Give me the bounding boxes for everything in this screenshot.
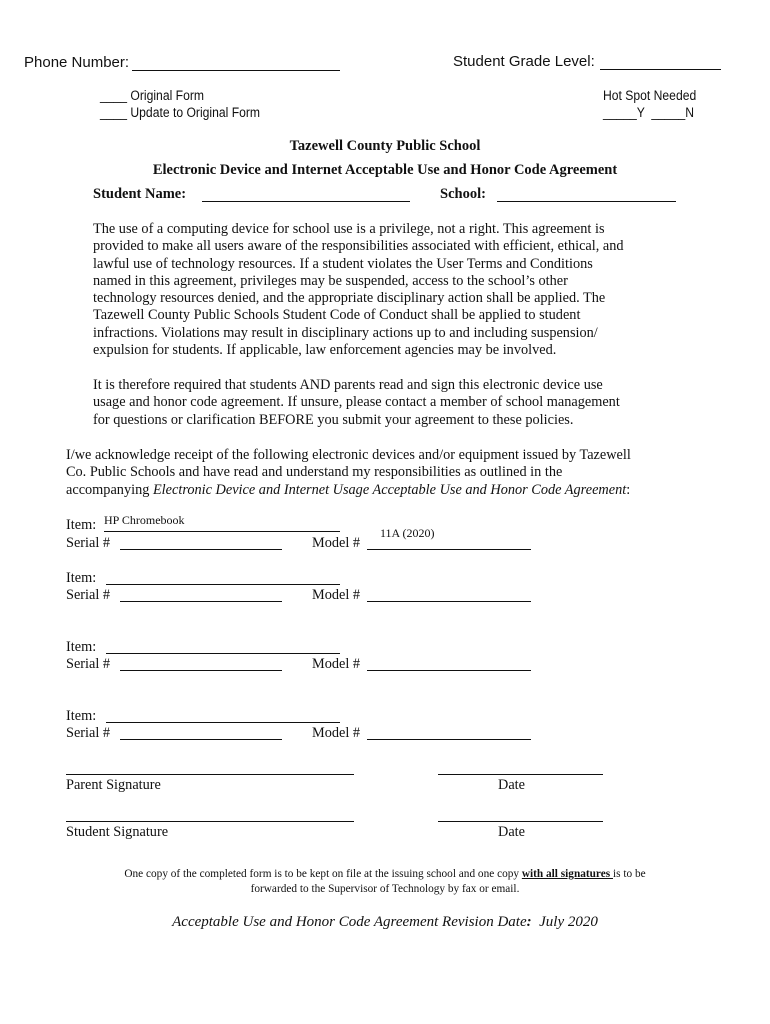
item-label: Item: <box>66 570 97 586</box>
model-label: Model # <box>312 725 361 741</box>
original-form-option[interactable]: ____ Original Form <box>100 88 205 103</box>
text-line: for questions or clarification BEFORE you submit your agreement to these policies. <box>93 411 574 428</box>
signatures-emphasis: with all signatures <box>521 868 613 880</box>
student-date-label: Date <box>498 824 525 840</box>
text-line: usage and honor code agreement. If unsure, please contact a member of school management <box>93 394 620 411</box>
text-fragment: One copy of the completed form is to be kept on file at the issuing school and one copy <box>124 868 522 880</box>
agreement-title: Electronic Device and Internet Acceptable Use and Honor Code Agreement <box>152 162 618 178</box>
parent-date-field[interactable] <box>438 774 603 775</box>
text-line: provided to make all users aware of the responsibilities associated with efficient, ethical, and <box>93 238 624 255</box>
student-signature-field[interactable] <box>66 821 354 822</box>
filing-note <box>0 867 770 897</box>
filing-note-line: forwarded to the Supervisor of Technology by fax or email. <box>250 883 520 895</box>
parent-signature-label: Parent Signature <box>66 777 161 793</box>
parent-date-label: Date <box>498 777 525 793</box>
revision-label: Acceptable Use and Honor Code Agreement Revision Date <box>172 914 527 930</box>
text-line: The use of a computing device for school use is a privilege, not a right. This agreement is <box>93 221 605 237</box>
revision-date <box>0 914 770 931</box>
phone-number-field[interactable] <box>132 70 340 71</box>
grade-level-field[interactable] <box>600 69 721 70</box>
text-line <box>66 482 706 499</box>
text-line: Co. Public Schools and have read and understand my responsibilities as outlined in the <box>66 464 563 481</box>
item-value: HP Chromebook <box>104 513 185 527</box>
model-label: Model # <box>312 535 361 551</box>
student-name-label: Student Name: <box>93 186 187 202</box>
model-value: 11A (2020) <box>380 526 435 540</box>
hotspot-label: Hot Spot Needed <box>603 88 697 103</box>
text-line: Tazewell County Public Schools Student Code of Conduct shall be applied to student <box>93 307 581 324</box>
text-line: expulsion for students. If applicable, law enforcement agencies may be involved. <box>93 342 557 359</box>
serial-field[interactable] <box>120 601 282 602</box>
item-label: Item: <box>66 517 97 533</box>
school-label: School: <box>440 186 486 202</box>
school-title: Tazewell County Public School <box>289 138 481 154</box>
item-field[interactable] <box>106 653 340 654</box>
requirement-paragraph <box>93 377 677 429</box>
agreement-title-reference: Electronic Device and Internet Usage Acceptable Use and Honor Code Agreement <box>152 481 627 498</box>
revision-colon: : <box>526 914 532 930</box>
text-fragment: : <box>626 481 631 498</box>
student-name-field[interactable] <box>202 201 410 202</box>
text-line: It is therefore required that students AND parents read and sign this electronic device use <box>93 377 603 393</box>
text-fragment: is to be <box>612 868 646 880</box>
item-field[interactable] <box>106 722 340 723</box>
filing-note-line <box>0 867 770 882</box>
item-field[interactable] <box>104 531 340 532</box>
text-line: lawful use of technology resources. If a student violates the User Terms and Conditions <box>93 255 593 272</box>
item-field[interactable] <box>106 584 340 585</box>
revision-value: July 2020 <box>539 914 598 930</box>
school-field[interactable] <box>497 201 676 202</box>
student-date-field[interactable] <box>438 821 603 822</box>
text-fragment: accompanying <box>66 481 153 498</box>
serial-label: Serial # <box>66 656 111 672</box>
serial-field[interactable] <box>120 670 282 671</box>
model-label: Model # <box>312 656 361 672</box>
item-label: Item: <box>66 708 97 724</box>
serial-label: Serial # <box>66 535 111 551</box>
student-signature-label: Student Signature <box>66 824 169 840</box>
model-label: Model # <box>312 587 361 603</box>
parent-signature-field[interactable] <box>66 774 354 775</box>
model-field[interactable] <box>367 549 531 550</box>
text-line: technology resources denied, and the appropriate disciplinary action shall be applied. The <box>93 290 606 307</box>
grade-level-label: Student Grade Level: <box>453 53 595 70</box>
model-field[interactable] <box>367 739 531 740</box>
text-line: named in this agreement, privileges may be suspended, access to the school’s other <box>93 272 568 289</box>
text-line: I/we acknowledge receipt of the following electronic devices and/or equipment issued by Tazewell <box>66 447 631 463</box>
serial-field[interactable] <box>120 549 282 550</box>
model-field[interactable] <box>367 601 531 602</box>
model-field[interactable] <box>367 670 531 671</box>
serial-field[interactable] <box>120 739 282 740</box>
privilege-paragraph <box>93 221 677 359</box>
item-label: Item: <box>66 639 97 655</box>
update-form-option[interactable]: ____ Update to Original Form <box>100 105 261 120</box>
acknowledgement-paragraph <box>66 447 706 499</box>
serial-label: Serial # <box>66 587 111 603</box>
serial-label: Serial # <box>66 725 111 741</box>
phone-number-label: Phone Number: <box>24 54 130 71</box>
hotspot-options[interactable]: _____Y _____N <box>603 105 694 120</box>
text-line: infractions. Violations may result in disciplinary actions up to and including suspension/ <box>93 324 598 341</box>
